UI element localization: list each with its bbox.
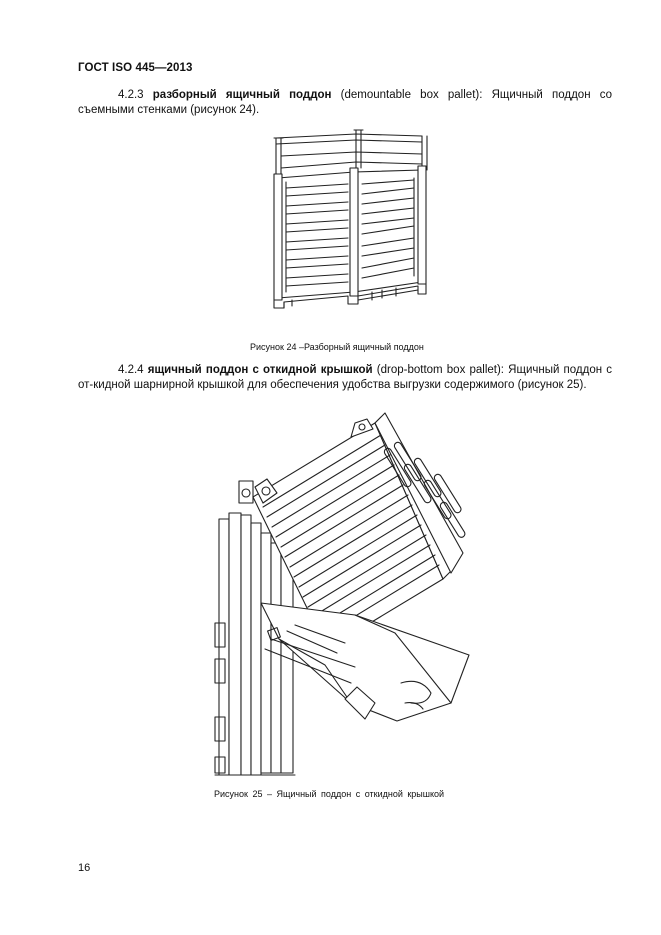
english-term: (drop-bottom box pallet): <box>376 364 504 376</box>
figure-25-drop-bottom-box-pallet <box>205 403 485 781</box>
section-number: 4.2.3 <box>118 89 144 101</box>
figure-25-caption: Рисунок 25 – Ящичный поддон с откидной крышкой <box>214 789 445 799</box>
page-number: 16 <box>78 862 91 874</box>
term: разборный ящичный поддон <box>152 89 332 101</box>
section-4-2-3 <box>78 88 612 118</box>
figure-24-demountable-box-pallet <box>262 124 432 316</box>
english-term: (demountable box pallet): <box>340 89 483 101</box>
figure-24-caption: Рисунок 24 –Разборный ящичный поддон <box>250 342 424 352</box>
definition: Ящичный поддон со съемными стенками (рисунок 24). <box>78 89 612 116</box>
definition: Ящичный поддон с от-кидной шарнирной крышкой для обеспечения удобства выгрузки содержимого (рисунок 25). <box>78 364 613 391</box>
term: ящичный поддон с откидной крышкой <box>147 364 373 376</box>
section-number: 4.2.4 <box>118 364 144 376</box>
document-header: ГОСТ ISO 445—2013 <box>78 62 193 74</box>
section-4-2-4 <box>78 363 612 393</box>
